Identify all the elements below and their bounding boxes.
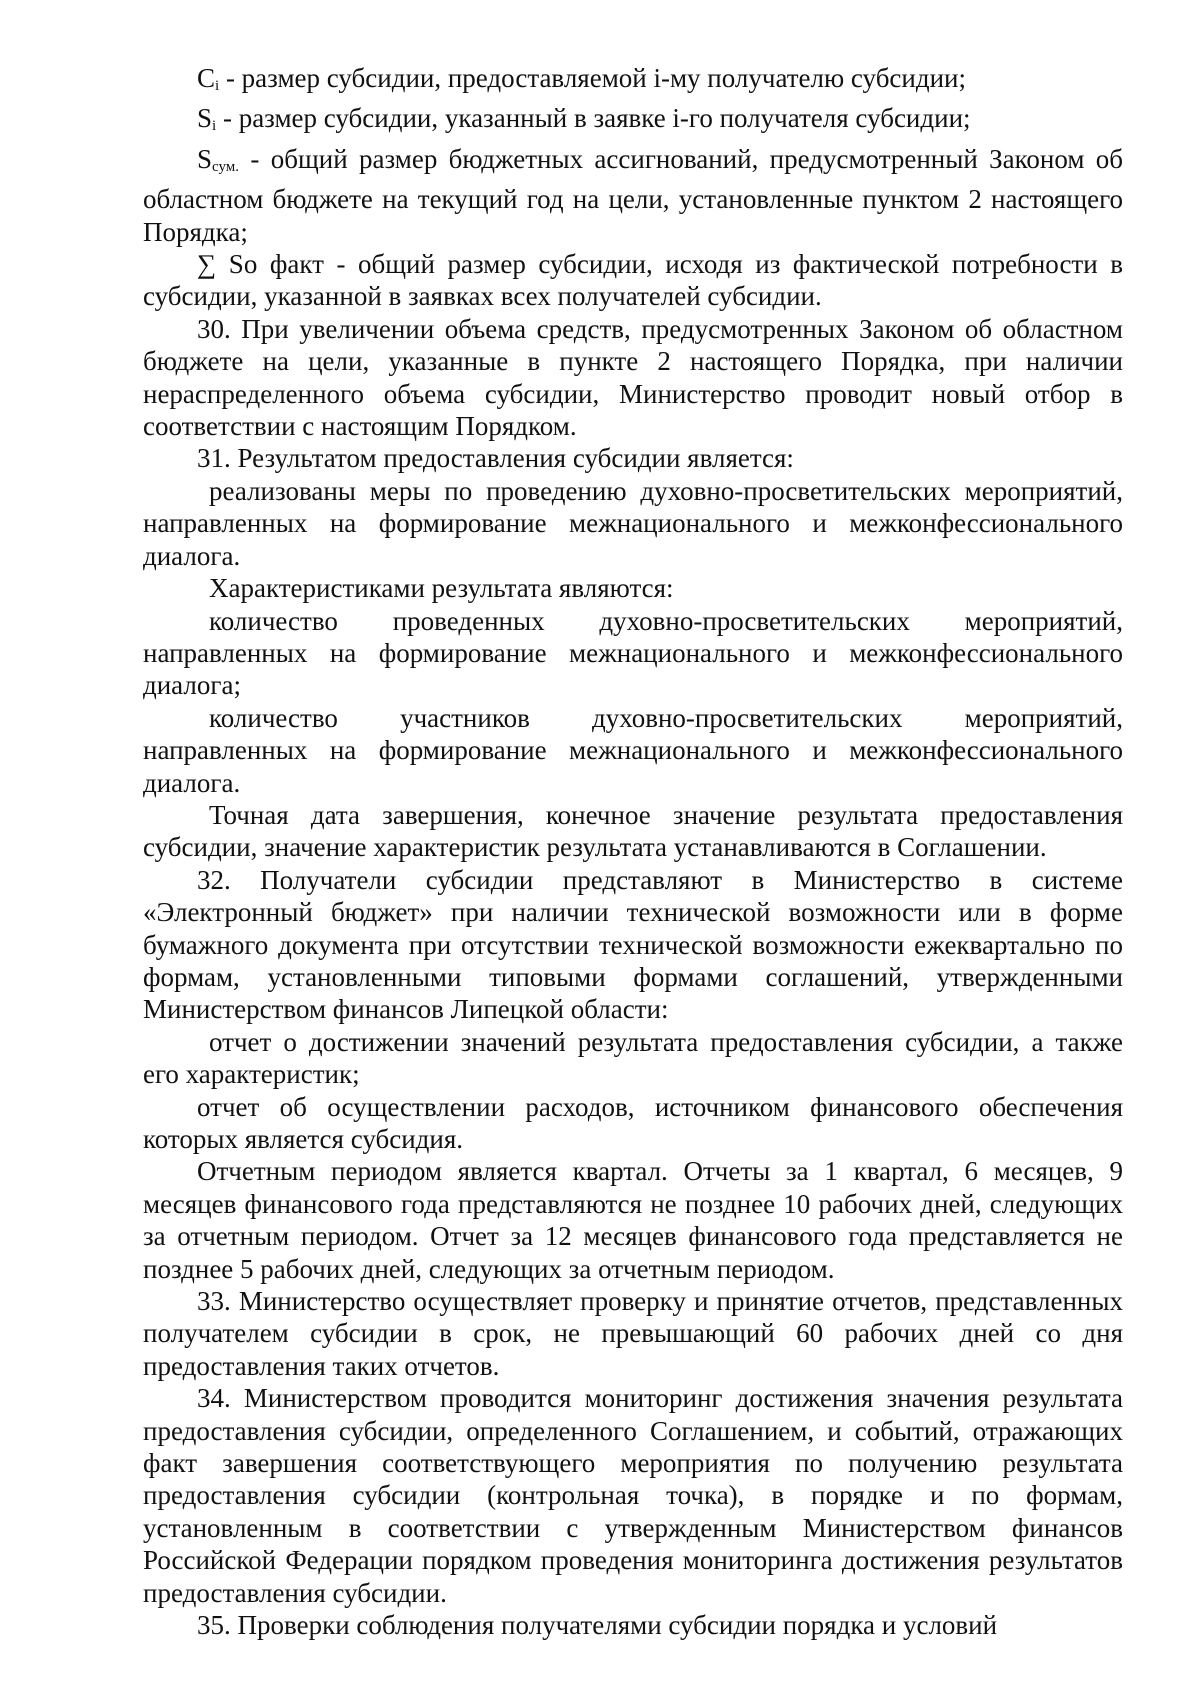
definition-symbol: C: [197, 63, 216, 93]
definition-symbol: S: [197, 103, 213, 134]
paragraph-30: 30. При увеличении объема средств, предусмотренных Законом об областном бюджете на цели, указанные в пункте 2 настоящего Порядка, при наличии нераспределенного объема субсидии, Министерство проводит новый отбор в соответствии с настоящим Порядком.: [143, 313, 1123, 442]
paragraph-32-report-2: отчет об осуществлении расходов, источником финансового обеспечения которых является субсидия.: [143, 1091, 1123, 1154]
sum-symbol: ∑: [197, 249, 217, 280]
definition-text: So факт - общий размер субсидии, исходя из фактической потребности в субсидии, указанной в заявках всех получателей субсидии.: [143, 249, 1123, 312]
definition-subscript: i: [212, 118, 217, 135]
paragraph-31-characteristic-1: количество проведенных духовно-просветительских мероприятий, направленных на формирование межнационального и межконфессионального диалога;: [143, 605, 1123, 701]
paragraph-31: 31. Результатом предоставления субсидии является:: [197, 443, 794, 474]
definition-subscript: сум.: [212, 158, 240, 175]
definition-ci: [143, 62, 1123, 102]
paragraph-33: 33. Министерство осуществляет проверку и принятие отчетов, представленных получателем субсидии в срок, не превышающий 60 рабочих дней со дня предоставления таких отчетов.: [143, 1286, 1123, 1381]
definition-text: - размер субсидии, указанный в заявке i-го получателя субсидии;: [216, 103, 971, 134]
definition-ssum: [143, 143, 1123, 248]
paragraph-32-report-1: отчет о достижении значений результата предоставления субсидии, а также его характеристик;: [143, 1026, 1123, 1090]
document-page: [143, 62, 1123, 1642]
definition-subscript: i: [215, 78, 220, 94]
definition-si: [143, 102, 1123, 142]
paragraph-31-completion-date: Точная дата завершения, конечное значение результата предоставления субсидии, значение характеристик результата устанавливаются в Соглашении.: [143, 799, 1123, 863]
definition-sofact: [143, 248, 1123, 313]
paragraph-31-characteristics-heading: Характеристиками результата являются:: [209, 573, 674, 604]
paragraph-31-result: реализованы меры по проведению духовно-просветительских мероприятий, направленных на формирование межнационального и межконфессионального диалога.: [143, 475, 1123, 571]
definition-symbol: S: [197, 143, 213, 174]
paragraph-32-reporting-period: Отчетным периодом является квартал. Отчеты за 1 квартал, 6 месяцев, 9 месяцев финансового года представляются не позднее 10 рабочих дней, следующих за отчетным периодом. Отчет за 12 месяцев финансового года представляется не позднее 5 рабочих дней, следующих за отчетным периодом.: [143, 1156, 1123, 1284]
paragraph-32: 32. Получатели субсидии представляют в Министерство в системе «Электронный бюджет» при наличии технической возможности или в форме бумажного документа при отсутствии технической возможности ежеквартально по формам, установленными типовыми формами соглашений, утвержденными Министерством финансов Липецкой области:: [143, 864, 1123, 1025]
paragraph-31-characteristic-2: количество участников духовно-просветительских мероприятий, направленных на формирование межнационального и межконфессионального диалога.: [143, 702, 1123, 798]
definition-text: - общий размер бюджетных ассигнований, предусмотренный Законом об областном бюджете на текущий год на цели, установленные пунктом 2 настоящего Порядка;: [143, 143, 1123, 247]
definition-text: - размер субсидии, предоставляемой i-му получателю субсидии;: [219, 63, 966, 93]
paragraph-35: 35. Проверки соблюдения получателями субсидии порядка и условий: [197, 1610, 998, 1641]
paragraph-34: 34. Министерством проводится мониторинг достижения значения результата предоставления субсидии, определенного Соглашением, и событий, отражающих факт завершения соответствующего мероприятия по получению результата предоставления субсидии (контрольная точка), в порядке и по формам, установленным в соответствии с утвержденным Министерством финансов Российской Федерации порядком проведения мониторинга достижения результатов предоставления субсидии.: [143, 1383, 1123, 1608]
